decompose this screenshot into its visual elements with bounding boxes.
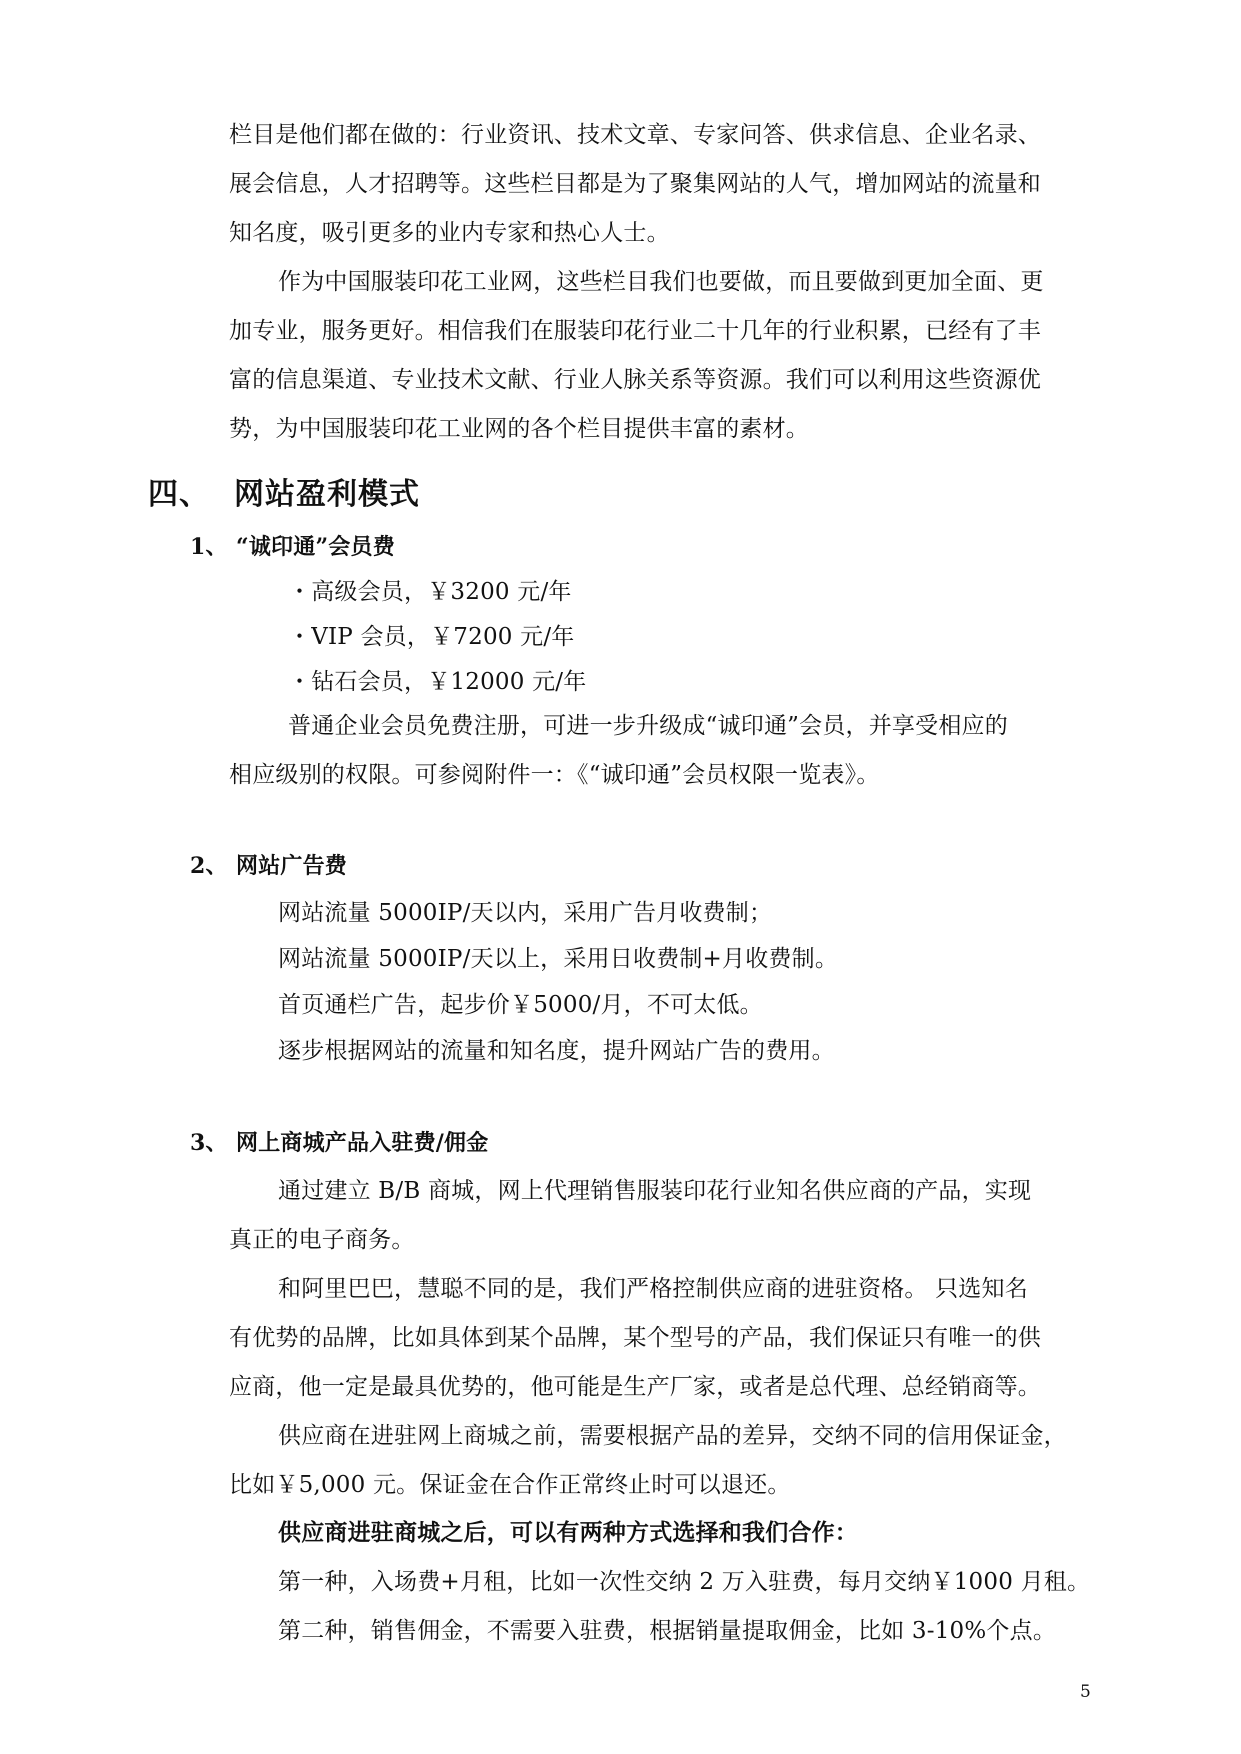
subsection-title: “诚印通”会员费 — [236, 534, 395, 560]
body-line: 供应商在进驻网上商城之前，需要根据产品的差异，交纳不同的信用保证金， — [278, 1423, 1067, 1449]
body-line: 作为中国服装印花工业网，这些栏目我们也要做，而且要做到更加全面、更 — [278, 269, 1044, 295]
body-line: 真正的电子商务。 — [229, 1227, 415, 1253]
subsection-number: 2、 — [190, 853, 228, 879]
body-line: 第二种，销售佣金，不需要入驻费，根据销量提取佣金，比如 3-10%个点。 — [278, 1618, 1057, 1644]
subsection-heading — [190, 532, 395, 562]
body-line: 和阿里巴巴，慧聪不同的是，我们严格控制供应商的进驻资格。 只选知名 — [278, 1276, 1028, 1302]
section-title: 网站盈利模式 — [234, 477, 420, 512]
body-line: 比如￥5,000 元。保证金在合作正常终止时可以退还。 — [229, 1472, 791, 1498]
body-line: 网站流量 5000IP/天以内，采用广告月收费制； — [278, 900, 773, 926]
bold-line: 供应商进驻商城之后，可以有两种方式选择和我们合作： — [278, 1519, 858, 1546]
body-line: 势，为中国服装印花工业网的各个栏目提供丰富的素材。 — [229, 416, 809, 442]
body-line: 第一种，入场费+月租，比如一次性交纳 2 万入驻费，每月交纳￥1000 月租。 — [278, 1569, 1091, 1595]
subsection-title: 网站广告费 — [236, 853, 348, 879]
body-line: 应商，他一定是最具优势的，他可能是生产厂家，或者是总代理、总经销商等。 — [229, 1374, 1041, 1400]
subsection-heading — [190, 851, 347, 881]
subsection-heading — [190, 1128, 488, 1158]
body-line: 首页通栏广告，起步价￥5000/月，不可太低。 — [278, 992, 763, 1018]
body-line: 网站流量 5000IP/天以上，采用日收费制+月收费制。 — [278, 946, 839, 972]
list-item: ・VIP 会员，￥7200 元/年 — [288, 624, 575, 650]
section-heading — [148, 476, 420, 514]
body-line: 有优势的品牌，比如具体到某个品牌，某个型号的产品，我们保证只有唯一的供 — [229, 1325, 1041, 1351]
section-number: 四、 — [148, 477, 210, 512]
body-line: 知名度，吸引更多的业内专家和热心人士。 — [229, 220, 670, 246]
body-line: 展会信息，人才招聘等。这些栏目都是为了聚集网站的人气，增加网站的流量和 — [229, 171, 1041, 197]
body-line: 普通企业会员免费注册，可进一步升级成“诚印通”会员，并享受相应的 — [288, 713, 1008, 739]
page-number: 5 — [1080, 1682, 1091, 1702]
body-line: 栏目是他们都在做的：行业资讯、技术文章、专家问答、供求信息、企业名录、 — [229, 122, 1041, 148]
list-item: ・钻石会员，￥12000 元/年 — [288, 669, 587, 695]
list-item: ・高级会员，￥3200 元/年 — [288, 579, 572, 605]
body-line: 富的信息渠道、专业技术文献、行业人脉关系等资源。我们可以利用这些资源优 — [229, 367, 1041, 393]
body-line: 加专业，服务更好。相信我们在服装印花行业二十几年的行业积累，已经有了丰 — [229, 318, 1041, 344]
subsection-number: 3、 — [190, 1130, 228, 1156]
body-line: 逐步根据网站的流量和知名度，提升网站广告的费用。 — [278, 1038, 835, 1064]
body-line: 通过建立 B/B 商城，网上代理销售服装印花行业知名供应商的产品，实现 — [278, 1178, 1032, 1204]
subsection-number: 1、 — [190, 534, 228, 560]
body-line: 相应级别的权限。可参阅附件一：《“诚印通”会员权限一览表》。 — [229, 762, 880, 788]
subsection-title: 网上商城产品入驻费/佣金 — [236, 1130, 489, 1156]
